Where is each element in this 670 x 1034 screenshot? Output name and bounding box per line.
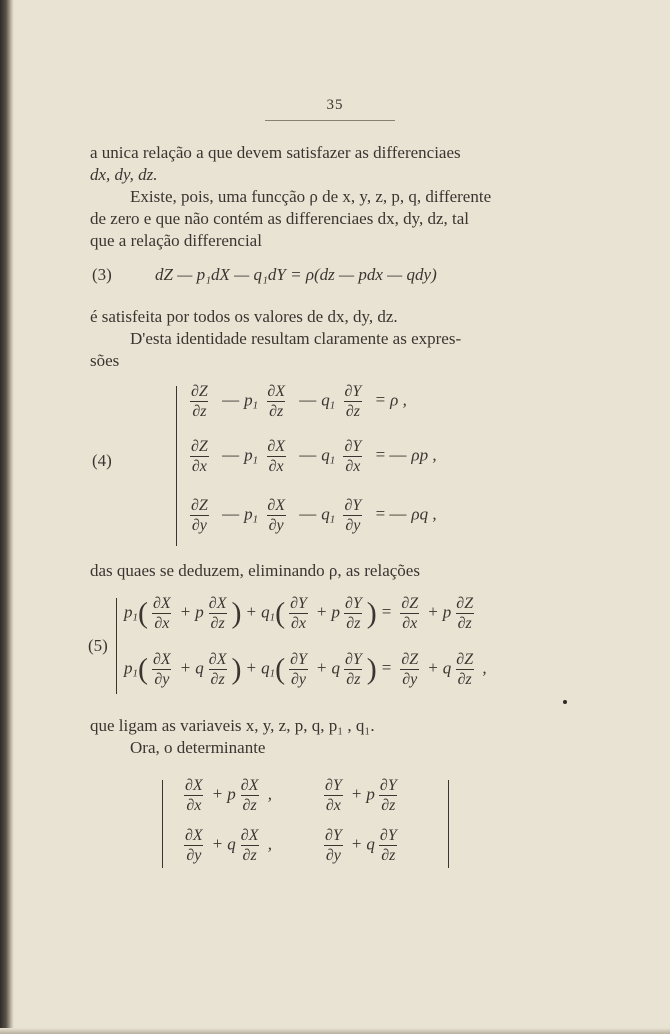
page-bottom-edge [0,1028,670,1034]
equation-5-label: (5) [88,636,108,655]
paragraph-4-line-1: D'esta identidade resultam claramente as expres- [130,329,462,348]
determinant-row-1-col-1: $\frac{\partial X}{\partial x}$ + p $\frac{\partial X}{\partial z}$ , [185,777,272,814]
equation-3: dZ — p₁dX — q₁dY = ρ(dz — pdx — qdy) [155,265,437,284]
equation-5-row-2: $p_1$( $\frac{\partial X}{\partial y}$ + q $\frac{\partial X}{\partial z}$ ) + $q_1$( $\frac{\partial Y}{\partial y}$ + q $\frac{\partial Y}{\partial z}$ ) = $\frac{\partial Z}{\partial y}$ + q $\frac{\partial Z}{\partial z}$ , [124,651,487,688]
paragraph-6-line-1: que ligam as variaveis x, y, z, p, q, p₁ , q₁. [90,716,375,735]
equation-4-row-3: $\frac{\partial Z}{\partial y}$ — $p_1$ $\frac{\partial X}{\partial y}$ — $q_1$ $\frac{\partial Y}{\partial y}$ = — ρq , [191,497,437,534]
equation-5-row-1: $p_1$( $\frac{\partial X}{\partial x}$ + p $\frac{\partial X}{\partial z}$ ) + $q_1$( $\frac{\partial Y}{\partial x}$ + p $\frac{\partial Y}{\partial z}$ ) = $\frac{\partial Z}{\partial x}$ + p $\frac{\partial Z}{\partial z}$ [124,595,474,632]
header-rule [265,120,395,121]
equation-3-label: (3) [92,265,112,284]
paragraph-2-line-2: de zero e que não contém as differenciaes dx, dy, dz, tal [90,209,470,228]
paragraph-4-line-2: sões [90,351,120,370]
determinant-left-bar [162,780,163,868]
paragraph-5-line-1: das quaes se deduzem, eliminando ρ, as relações [90,561,420,580]
ink-speck [563,700,567,704]
page-number: 35 [326,97,344,113]
equation-4-label: (4) [92,451,112,470]
determinant-right-bar [448,780,449,868]
paragraph-7-line-1: Ora, o determinante [130,738,266,757]
equation-4-row-1: $\frac{\partial Z}{\partial z}$ — $p_1$ $\frac{\partial X}{\partial z}$ — $q_1$ $\frac{\partial Y}{\partial z}$ = ρ , [191,383,407,420]
determinant-row-2-col-2: $\frac{\partial Y}{\partial y}$ + q $\frac{\partial Y}{\partial z}$ [325,827,397,864]
paragraph-3-line-1: é satisfeita por todos os valores de dx, dy, dz. [90,307,398,326]
paragraph-2-line-3: que a relação differencial [90,231,262,250]
determinant-row-2-col-1: $\frac{\partial X}{\partial y}$ + q $\frac{\partial X}{\partial z}$ , [185,827,272,864]
equation-5-brace [116,598,117,694]
determinant-row-1-col-2: $\frac{\partial Y}{\partial x}$ + p $\frac{\partial Y}{\partial z}$ [325,777,397,814]
paragraph-2-line-1: Existe, pois, uma funcção ρ de x, y, z, p, q, differente [130,187,492,206]
equation-4-row-2: $\frac{\partial Z}{\partial x}$ — $p_1$ $\frac{\partial X}{\partial x}$ — $q_1$ $\frac{\partial Y}{\partial x}$ = — ρp , [191,438,437,475]
page-binding-edge [0,0,14,1034]
equation-4-brace [176,386,177,546]
paragraph-1-line-2: dx, dy, dz. [90,165,158,184]
paragraph-1-line-1: a unica relação a que devem satisfazer as differenciaes [90,143,461,162]
